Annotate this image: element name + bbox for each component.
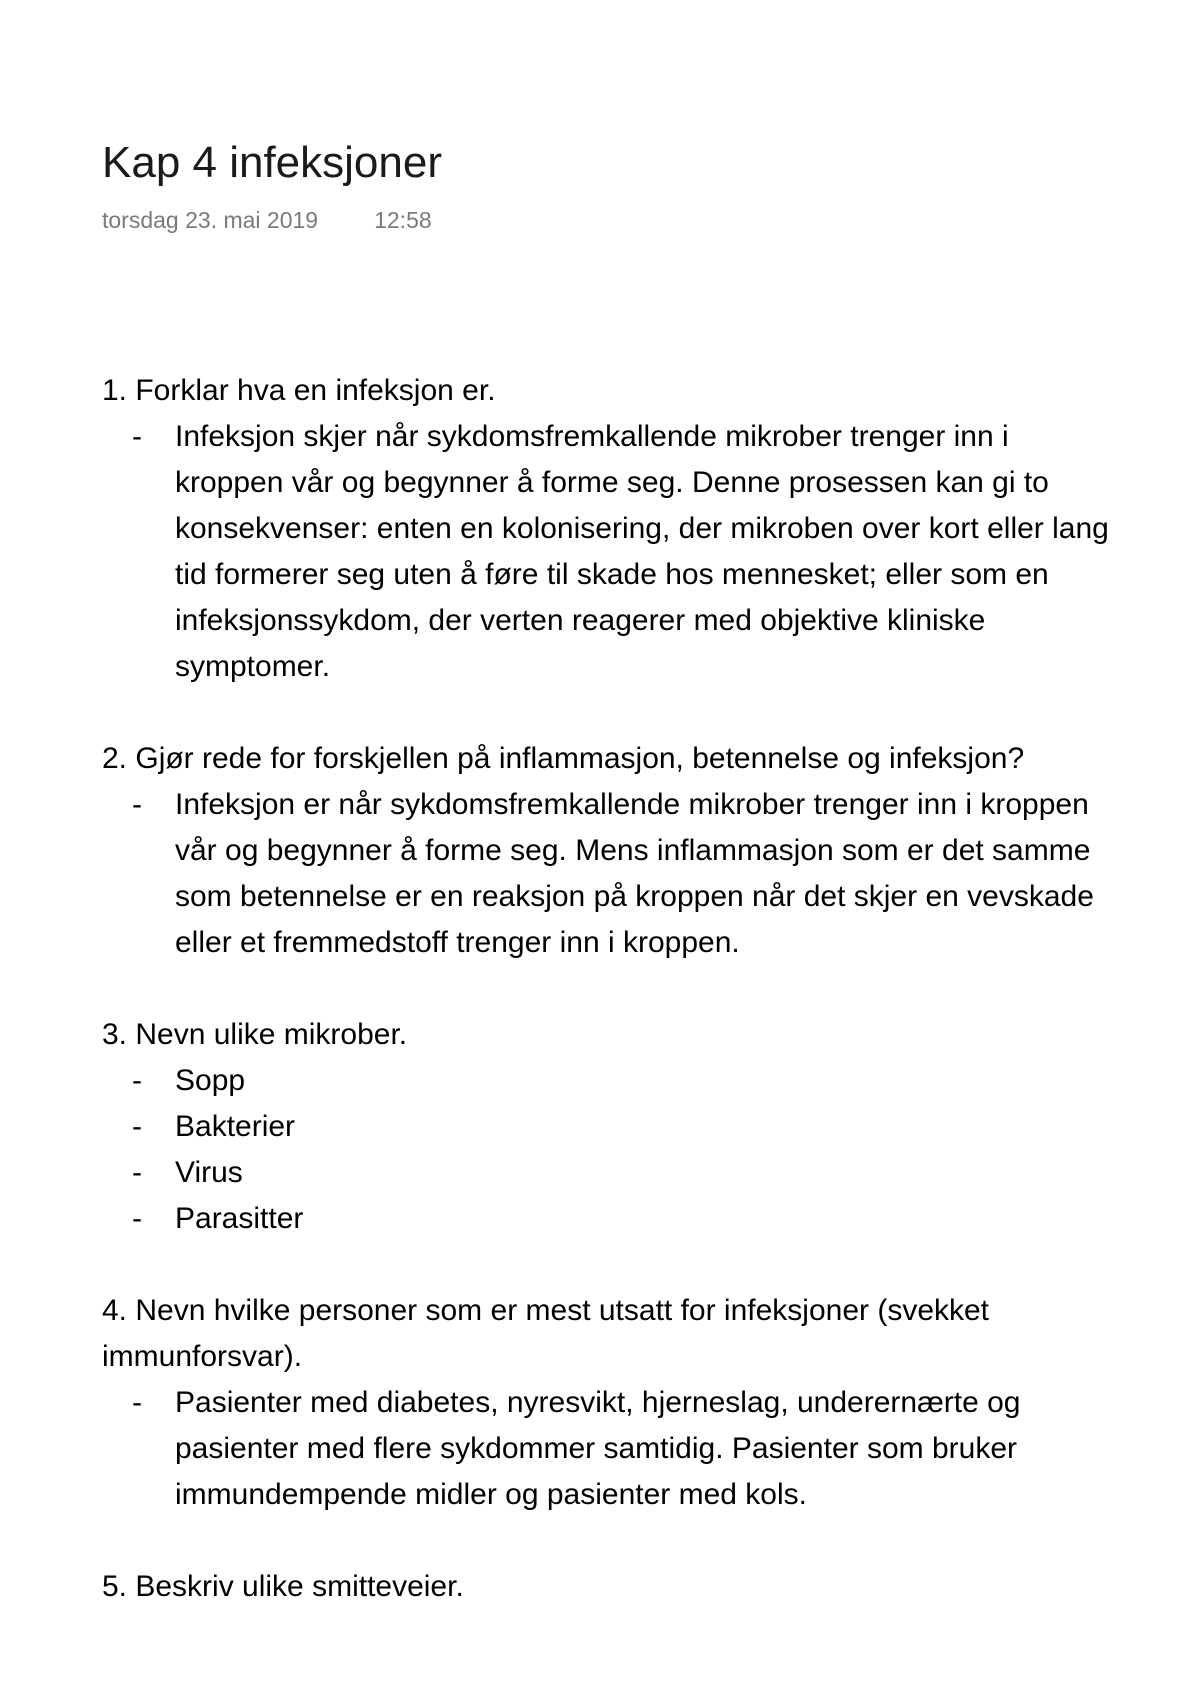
list-item: - Parasitter bbox=[102, 1196, 1200, 1242]
answer-list-4 bbox=[102, 1380, 1200, 1518]
answer-list-1 bbox=[102, 414, 1200, 690]
answer-line: - Infeksjon skjer når sykdomsfremkallende mikrober trenger inn i bbox=[175, 420, 1009, 453]
answer-line: symptomer. bbox=[175, 650, 331, 683]
answer-item bbox=[102, 1380, 1200, 1518]
answer-line: konsekvenser: enten en kolonisering, der mikroben over kort eller lang bbox=[175, 512, 1109, 545]
answer-line: vår og begynner å forme seg. Mens inflammasjon som er det samme bbox=[175, 834, 1091, 867]
list-item: - Bakterier bbox=[102, 1104, 1200, 1150]
answer-line: - Infeksjon er når sykdomsfremkallende mikrober trenger inn i kroppen bbox=[175, 788, 1089, 821]
answer-list-2 bbox=[102, 782, 1200, 966]
page-time: 12:58 bbox=[374, 207, 432, 233]
question-5-truncated: 5. Beskriv ulike smitteveier. bbox=[102, 1570, 464, 1603]
spacer bbox=[102, 1242, 1200, 1288]
answer-line: eller et fremmedstoff trenger inn i kroppen. bbox=[175, 926, 740, 959]
question-4: 4. Nevn hvilke personer som er mest utsatt for infeksjoner (svekket immunforsvar). bbox=[102, 1294, 990, 1373]
question-1: 1. Forklar hva en infeksjon er. bbox=[102, 374, 496, 407]
list-item: - Sopp bbox=[102, 1058, 1200, 1104]
answer-line: - Pasienter med diabetes, nyresvikt, hjerneslag, underernærte og bbox=[175, 1386, 1021, 1419]
answer-line: kroppen vår og begynner å forme seg. Denne prosessen kan gi to bbox=[175, 466, 1049, 499]
answer-line: infeksjonssykdom, der verten reagerer med objektive kliniske bbox=[175, 604, 986, 637]
list-item: - Virus bbox=[102, 1150, 1200, 1196]
answer-line: immundempende midler og pasienter med kols. bbox=[175, 1478, 807, 1511]
spacer bbox=[102, 966, 1200, 1012]
answer-item bbox=[102, 782, 1200, 966]
page-timestamp bbox=[102, 205, 432, 235]
note-content bbox=[102, 368, 1200, 1518]
answer-line: pasienter med flere sykdommer samtidig. Pasienter som bruker bbox=[175, 1432, 1017, 1465]
question-2: 2. Gjør rede for forskjellen på inflammasjon, betennelse og infeksjon? bbox=[102, 742, 1025, 775]
answer-line: som betennelse er en reaksjon på kroppen når det skjer en vevskade bbox=[175, 880, 1094, 913]
answer-item bbox=[102, 414, 1200, 690]
page-title: Kap 4 infeksjoner bbox=[102, 138, 442, 187]
spacer bbox=[102, 690, 1200, 736]
answer-line: tid formerer seg uten å føre til skade hos mennesket; eller som en bbox=[175, 558, 1049, 591]
page-date: torsdag 23. mai 2019 bbox=[102, 207, 319, 233]
answer-list-3 bbox=[102, 1058, 1200, 1242]
question-3: 3. Nevn ulike mikrober. bbox=[102, 1018, 408, 1051]
